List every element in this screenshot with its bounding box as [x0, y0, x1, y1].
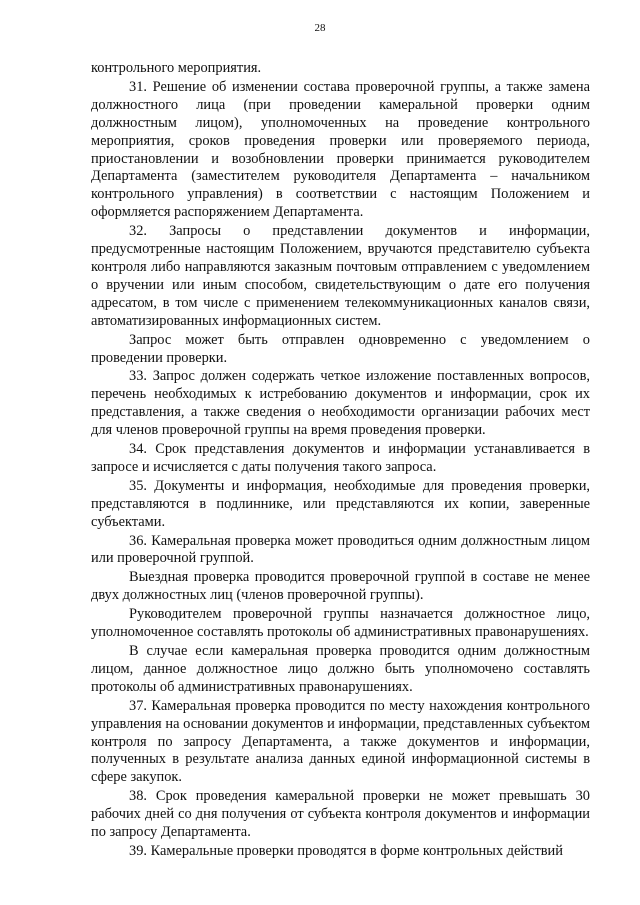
paragraph-single-official: В случае если камеральная проверка проводится одним должностным лицом, данное должностное лицо должно быть уполномочено составлять протоколы об административных правонарушениях. — [91, 643, 590, 695]
paragraph-item-39: 39. Камеральные проверки проводятся в форме контрольных действий — [129, 842, 563, 859]
page-number: 28 — [314, 22, 326, 34]
paragraph-group-leader: Руководителем проверочной группы назначается должностное лицо, уполномоченное составлять протоколы об административных правонарушениях. — [91, 606, 590, 641]
paragraph-onsite-inspection: Выездная проверка проводится проверочной группой в составе не менее двух должностных лиц (членов проверочной группы). — [91, 569, 590, 604]
paragraph-item-33: 33. Запрос должен содержать четкое изложение поставленных вопросов, перечень необходимых к истребованию документов и информации, срок их представления, а также сведения о необходимости организации рабочих мест для членов проверочной группы на время проведения проверки. — [91, 368, 590, 439]
paragraph-item-31: 31. Решение об изменении состава проверочной группы, а также замена должностного лица (при проведении камеральной проверки одним должностным лицом), уполномоченных на проведение контрольного мероприятия, сроков проведения проверки или проверяемого периода, приостановлении и возобновлении проверки принимается руководителем Департамента (заместителем руководителя Департамента – начальником контрольного управления) в соответствии с настоящим Положением и оформляется распоряжением Департамента. — [91, 78, 590, 221]
paragraph-request-notice: Запрос может быть отправлен одновременно с уведомлением о проведении проверки. — [91, 331, 590, 366]
paragraph-item-38: 38. Срок проведения камеральной проверки не может превышать 30 рабочих дней со дня получения от субъекта контроля документов и информации по запросу Департамента. — [91, 788, 590, 841]
document-body — [91, 60, 590, 861]
paragraph-item-35: 35. Документы и информация, необходимые для проведения проверки, представляются в подлиннике, или представляются их копии, заверенные субъектами. — [91, 477, 590, 530]
paragraph-item-36: 36. Камеральная проверка может проводиться одним должностным лицом или проверочной группой. — [91, 532, 590, 567]
paragraph-item-32: 32. Запросы о представлении документов и информации, предусмотренные настоящим Положением, вручаются представителю субъекта контроля либо направляются заказным почтовым отправлением с уведомлением о вручении или иным способом, свидетельствующим о дате его получения адресатом, в том числе с применением телекоммуникационных каналов связи, автоматизированных информационных систем. — [91, 223, 590, 329]
paragraph-continuation: контрольного мероприятия. — [91, 60, 262, 76]
paragraph-item-37: 37. Камеральная проверка проводится по месту нахождения контрольного управления на основании документов и информации, представленных субъектом контроля по запросу Департамента, а также документов и информации, полученных в результате анализа данных единой информационной системы в сфере закупок. — [91, 697, 590, 786]
paragraph-item-34: 34. Срок представления документов и информации устанавливается в запросе и исчисляется с даты получения такого запроса. — [91, 441, 590, 475]
